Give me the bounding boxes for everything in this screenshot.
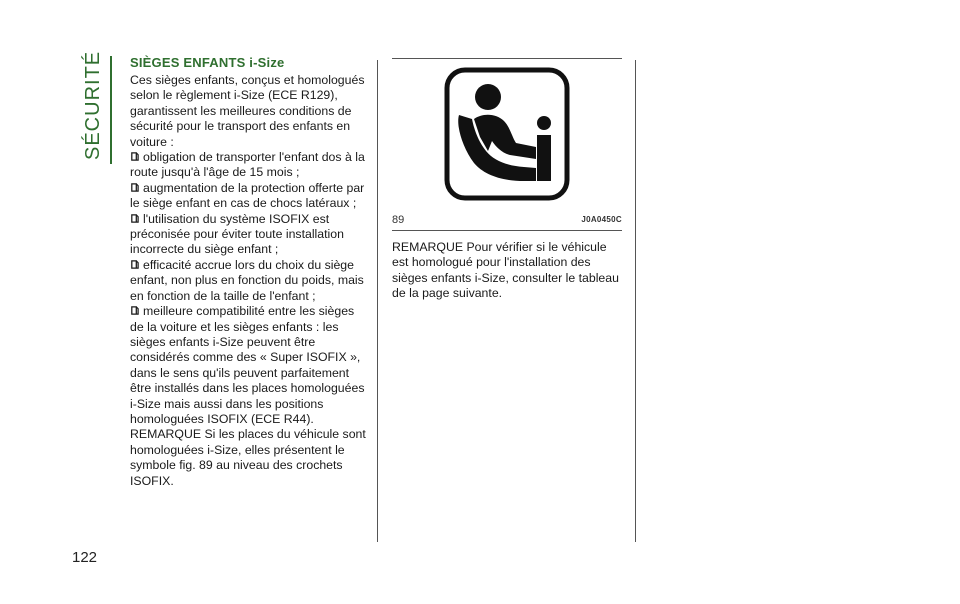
section-title-rule bbox=[110, 56, 112, 164]
pencil-bullet-icon bbox=[130, 214, 139, 223]
bullet-item bbox=[130, 212, 370, 258]
section-title-text: SÉCURITÉ bbox=[82, 50, 104, 160]
right-column bbox=[392, 58, 622, 302]
bullet-text: augmentation de la protection offerte par le siège enfant en cas de chocs latéraux ; bbox=[130, 180, 365, 211]
bullet-text: meilleure compatibilité entre les sièges de la voiture et les sièges enfants : les sièges enfants i-Size peuvent être considérés comme des « Super ISOFIX », dans le sens qu'ils peuvent parfaitement être installés dans les places homologuées i-Size mais aussi dans les positions homologuées ISOFIX (ECE R44). bbox=[130, 304, 365, 426]
figure-number: 89 bbox=[392, 214, 405, 226]
left-column bbox=[130, 55, 370, 489]
section-title bbox=[82, 50, 106, 160]
remark-paragraph: REMARQUE Si les places du véhicule sont homologuées i-Size, elles présentent le symbole fig. 89 au niveau des crochets ISOFIX. bbox=[130, 427, 366, 488]
intro-paragraph: Ces sièges enfants, conçus et homologués selon le règlement i-Size (ECE R129), garantissent les meilleures conditions de sécurité pour le transport des enfants en voiture : bbox=[130, 73, 365, 149]
figure-caption bbox=[392, 214, 622, 228]
bullet-item bbox=[130, 150, 370, 181]
pencil-bullet-icon bbox=[130, 260, 139, 269]
bullet-item bbox=[130, 304, 370, 427]
column-divider bbox=[377, 60, 378, 542]
bullet-text: efficacité accrue lors du choix du siège enfant, non plus en fonction du poids, mais en fonction de la taille de l'enfant ; bbox=[130, 257, 364, 303]
section-heading: SIÈGES ENFANTS i-Size bbox=[130, 55, 285, 70]
bullet-text: obligation de transporter l'enfant dos à la route jusqu'à l'âge de 15 mois ; bbox=[130, 150, 365, 180]
page-number: 122 bbox=[72, 549, 98, 566]
pencil-bullet-icon bbox=[130, 306, 139, 315]
figure-code: J0A0450C bbox=[581, 215, 622, 224]
right-remark-paragraph: REMARQUE Pour vérifier si le véhicule est homologué pour l'installation des sièges enfants i-Size, consulter le tableau de la page suivante. bbox=[392, 240, 619, 301]
figure bbox=[392, 59, 622, 214]
bullet-item bbox=[130, 258, 370, 304]
bullet-item bbox=[130, 181, 370, 212]
pencil-bullet-icon bbox=[130, 183, 139, 192]
figure-bottom-rule bbox=[392, 230, 622, 231]
bullet-text: l'utilisation du système ISOFIX est préconisée pour éviter toute installation incorrecte du siège enfant ; bbox=[130, 211, 344, 257]
i-size-child-seat-symbol-icon bbox=[444, 67, 570, 201]
pencil-bullet-icon bbox=[130, 152, 139, 161]
column-divider bbox=[635, 60, 636, 542]
